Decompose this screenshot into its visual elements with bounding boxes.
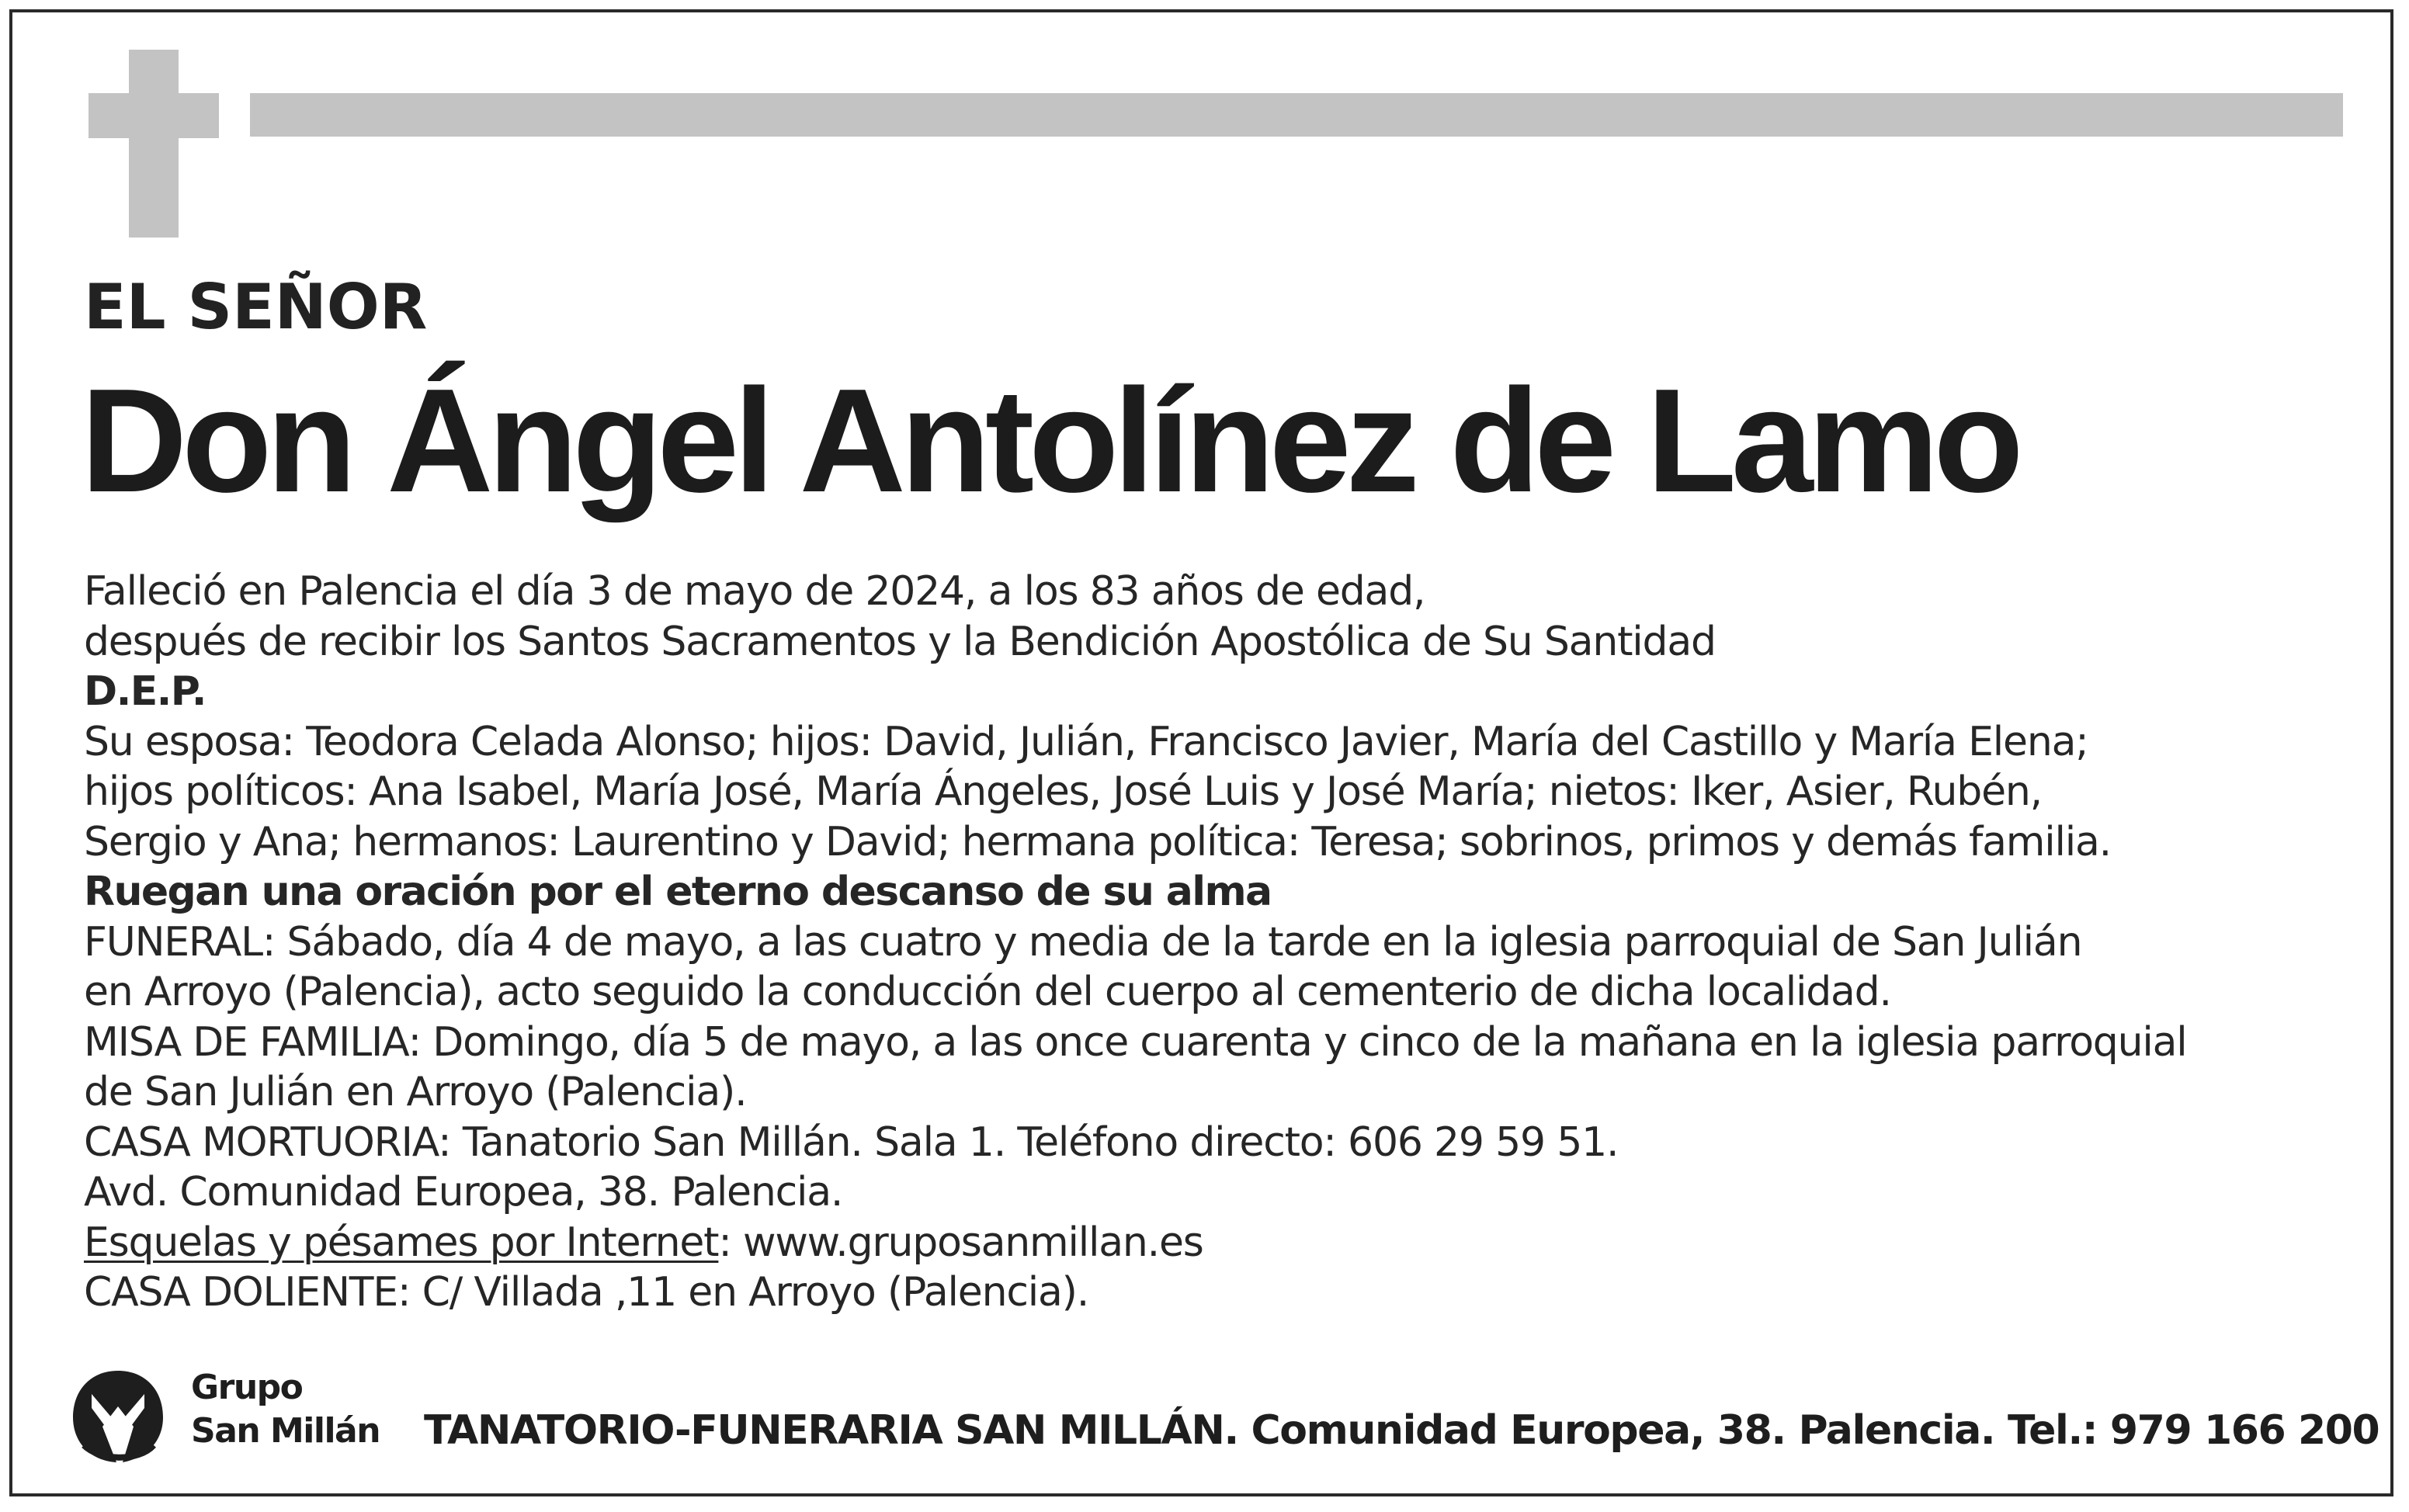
family-line-3: Sergio y Ana; hermanos: Laurentino y David; hermana política: Teresa; sobrinos, primos y demás familia. — [84, 818, 2111, 865]
obituary-body — [84, 567, 2351, 1318]
header-bar — [250, 93, 2343, 137]
brand-name — [191, 1366, 380, 1453]
brand-line-2: San Millán — [191, 1411, 380, 1451]
death-line-1: Falleció en Palencia el día 3 de mayo de 2024, a los 83 años de edad, — [84, 568, 1425, 615]
funeral-line-1: FUNERAL: Sábado, día 4 de mayo, a las cuatro y media de la tarde en la iglesia parroquial de San Julián — [84, 918, 2082, 966]
title-prefix: EL SEÑOR — [84, 271, 428, 343]
cross-icon-vertical — [129, 50, 179, 238]
internet-url: : www.gruposanmillan.es — [718, 1219, 1203, 1266]
casa-mortuoria-line: CASA MORTUORIA: Tanatorio San Millán. Sala 1. Teléfono directo: 606 29 59 51. — [84, 1118, 1619, 1166]
internet-label: Esquelas y pésames por Internet — [84, 1219, 719, 1266]
deceased-name: Don Ángel Antolínez de Lamo — [81, 359, 2018, 523]
footer-info: TANATORIO-FUNERARIA SAN MILLÁN. Comunidad Europea, 38. Palencia. Tel.: 979 166 200 — [424, 1407, 2379, 1454]
funeral-line-2: en Arroyo (Palencia), acto seguido la conducción del cuerpo al cementerio de dicha localidad. — [84, 969, 1891, 1015]
internet-line — [84, 1218, 2351, 1268]
cross-icon-horizontal — [89, 93, 219, 138]
misa-line-1: MISA DE FAMILIA: Domingo, día 5 de mayo, a las once cuarenta y cinco de la mañana en la iglesia parroquial — [84, 1018, 2187, 1066]
death-line-2: después de recibir los Santos Sacramentos y la Bendición Apostólica de Su Santidad — [84, 618, 1716, 665]
family-line-2: hijos políticos: Ana Isabel, María José, María Ángeles, José Luis y José María; nietos: Iker, Asier, Rubén, — [84, 768, 2042, 815]
address-line: Avd. Comunidad Europea, 38. Palencia. — [84, 1169, 843, 1215]
prayer-line: Ruegan una oración por el eterno descanso de su alma — [84, 869, 1272, 915]
casa-doliente-line: CASA DOLIENTE: C/ Villada ,11 en Arroyo (Palencia). — [84, 1269, 1089, 1316]
family-line-1: Su esposa: Teodora Celada Alonso; hijos: David, Julián, Francisco Javier, María del Castillo y María Elena; — [84, 718, 2088, 765]
dep-label: D.E.P. — [84, 668, 206, 715]
brand-line-1: Grupo — [191, 1368, 303, 1407]
grupo-san-millan-logo-icon — [68, 1360, 168, 1469]
misa-line-2: de San Julián en Arroyo (Palencia). — [84, 1069, 747, 1115]
